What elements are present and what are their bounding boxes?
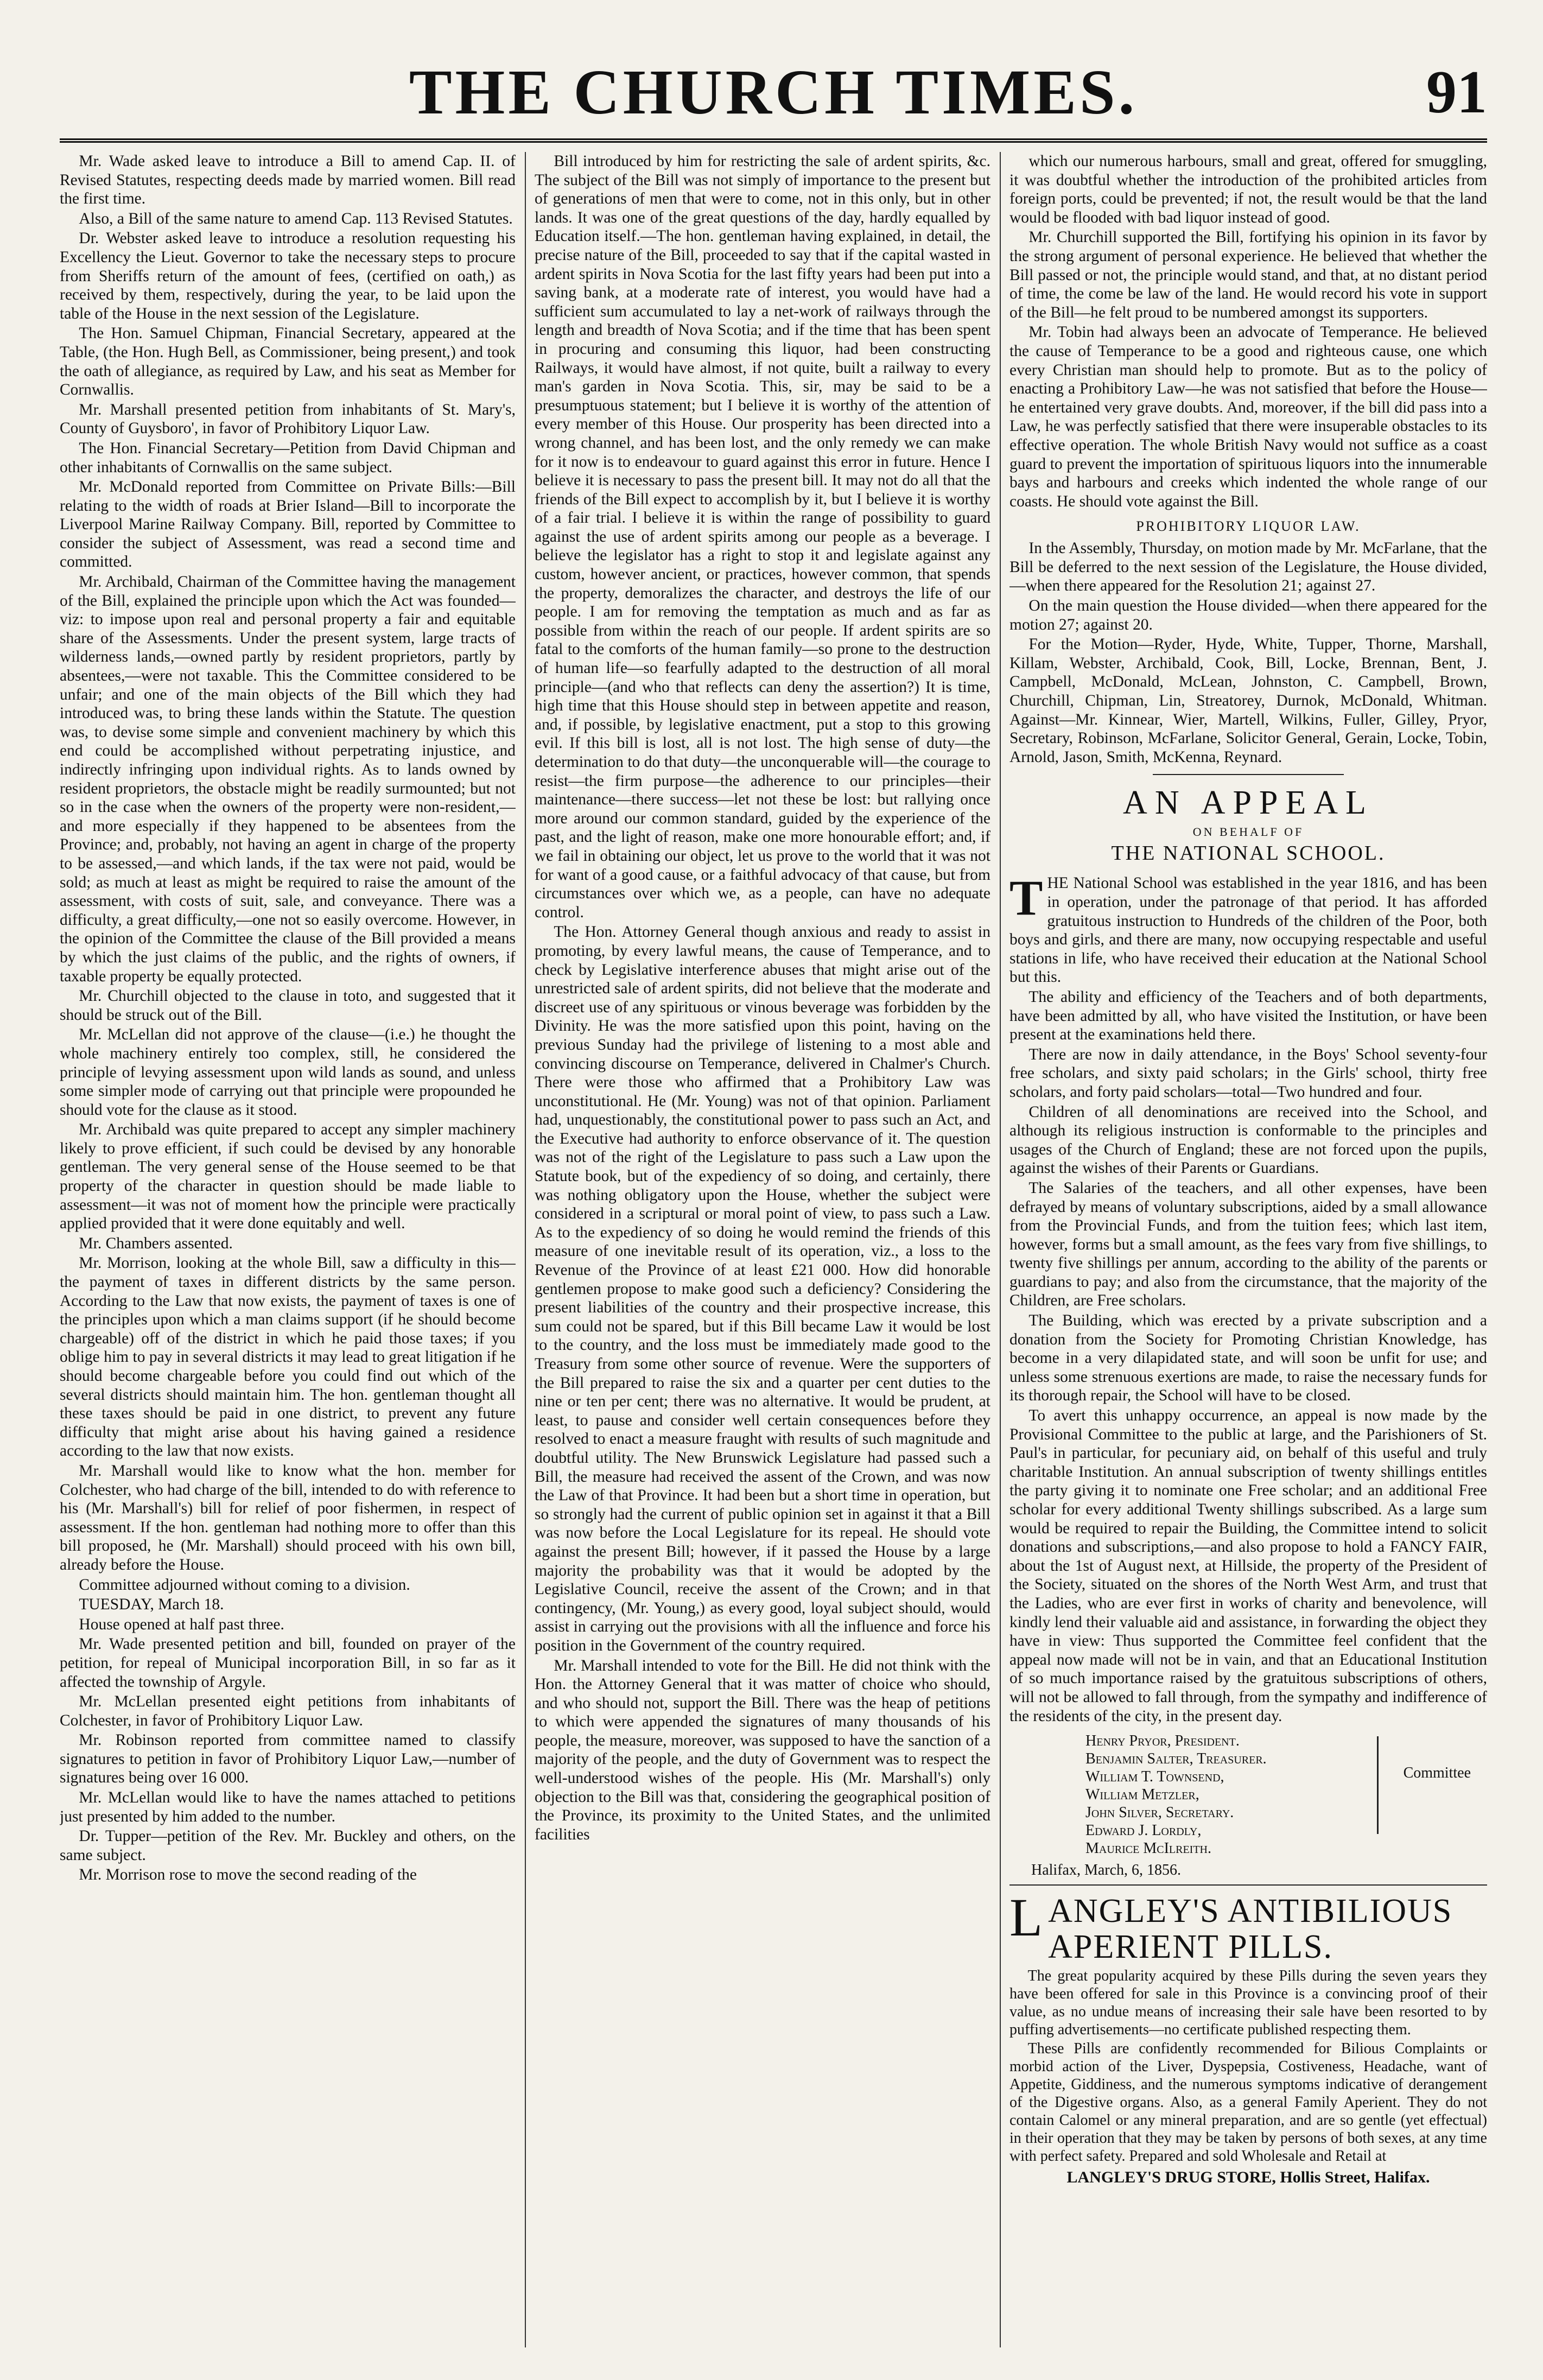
advert-body: The great popularity acquired by these Pills during the seven years they have been offered for sale in this Province is a convincing proof of their value, as no undue means of increasing their sale have been resorted to by puffing advertisements—no certificate published respecting them. [1009,1968,1487,2039]
advert-title-initial: L [1009,1887,1044,1948]
appeal-paragraph: Children of all denominations are received into the School, and although its religious instruction is conformable to the principles and usages of the Church of England; these are not forced upon the pupils, against the wishes of their Parents or Guardians. [1009,1103,1487,1177]
appeal-paragraph: The Salaries of the teachers, and all other expenses, have been defrayed by means of voluntary subscriptions, aided by a small allowance from the Provincial Funds, and from the tuition fees; which last item, however, forms but a small amount, as the fees vary from five shillings, to twenty five shillings per annum, according to the ability of the parents or guardians to pay; and also from the circumstance, that the majority of the Children, are Free scholars. [1009,1179,1487,1310]
appeal-paragraph: There are now in daily attendance, in the Boys' School seventy-four free scholars, and sixty paid scholars; in the Girls' school, thirty free scholars, and forty paid scholars—total—Two hundred and four. [1009,1045,1487,1101]
report-paragraph: Mr. Churchill objected to the clause in toto, and suggested that it should be struck out of the Bill. [60,987,516,1024]
report-paragraph: Mr. Marshall presented petition from inhabitants of St. Mary's, County of Guysboro', in favor of Prohibitory Liquor Law. [60,401,516,437]
signatory: Maurice McIlreith. [1085,1840,1211,1857]
report-paragraph: Dr. Tupper—petition of the Rev. Mr. Buckley and others, on the same subject. [60,1827,516,1864]
signatory: William Metzler, [1085,1786,1199,1804]
committee-brace [1377,1736,1379,1834]
signatories [1085,1732,1487,1857]
report-paragraph: Bill introduced by him for restricting the sale of ardent spirits, &c. The subject of the Bill was not simply of importance to the present but of generations of men that were to come, not in this only, but in other lands. It was one of the great questions of the day, hardly equalled by Education itself.—The hon. gentleman having explained, in detail, the precise nature of the Bill, proceeded to say that if the capital wasted in ardent spirits in Nova Scotia for the last fifty years had been put into a saving bank, at a moderate rate of interest, you would have had a sufficient sum accumulated to lay a net-work of railways through the length and breadth of Nova Scotia; and if the time that has been spent in procuring and consuming this liquor, had been constructing Railways, it would have almost, if not quite, built a railway to every man's garden in Nova Scotia. This, sir, may be said to be a presumptuous statement; but I believe it is worthy of the attention of every member of this House. Our prosperity has been directed into a wrong channel, and has been lost, and the only remedy we can make for it now is to endeavour to guard against this error in future. Hence I believe it is necessary to pass the present bill. It may not do all that the friends of the Bill expect to accomplish by it, but I believe it is worthy of a fair trial. I believe it is within the range of possibility to guard against the use of ardent spirits among our people as a beverage. I believe the legislator has a right to stop it and legislate against any custom, however ancient, or practices, however common, that spends the property, demoralizes the character, and destroys the life of our people. I am for removing the temptation as much and as far as possible from within the reach of our people. If ardent spirits are so fatal to the comforts of the human family—so prone to the destruction of human life—so fearfully adapted to the destruction of all moral principle—(and who that reflects can deny the assertion?) It is time, high time that this House should step in between appetite and reason, and, if possible, by legislative enactment, put a stop to this growing evil. If this bill is lost, all is not lost. The high sense of duty—the determination to do that duty—the unconquerable will—the courage to resist—the firm purpose—the adherence to our principles—their maintenance—there success—let not these be lost: but rallying once more around our common standard, guided by the experience of the past, and the light of reason, make one more honourable effort; and, if we fail in obtaining our object, let us prove to the world that it was not for want of a good cause, or a faithful advocacy of that cause, but from circumstances over which we, as a people, can have no adequate control. [535,153,990,921]
section-rule [1153,774,1344,775]
report-paragraph: Mr. Marshall intended to vote for the Bill. He did not think with the Hon. the Attorney General that it was matter of choice who should, and who should not, support the Bill. There was the heap of petitions to which were appended the signatures of many thousands of his people, the measure, moreover, was supposed to have the sanction of a majority of the people, and the duty of Government was to respect the well-understood wishes of the people. His (Mr. Marshall's) only objection to the Bill was that, considering the geographical position of the Province, its proximity to the United States, and the unlimited facilities [535,1657,990,1843]
report-paragraph: Mr. Archibald was quite prepared to accept any simpler machinery likely to prove efficient, if such could be devised by any honorable gentleman. The very general sense of the House seemed to be that property of the character in question should be made liable to assessment—it was not of moment how the principle were practically applied provided that it were done equitably and well. [60,1121,516,1233]
report-paragraph: Mr. Churchill supported the Bill, fortifying his opinion in its favor by the strong argument of personal experience. He believed that whether the Bill passed or not, the principle would stand, and that, at no distant period of time, the come be law of the land. He would record his vote in support of the Bill—he felt proud to be numbered amongst its supporters. [1009,229,1487,321]
report-paragraph: The Hon. Samuel Chipman, Financial Secretary, appeared at the Table, (the Hon. Hugh Bell, as Commissioner, being present,) and took the oath of allegiance, as required by Law, and his seat as Member for Cornwallis. [60,325,516,399]
section-rule [1009,1884,1487,1886]
appeal-body [1009,870,1487,1725]
appeal-on-behalf: ON BEHALF OF [1192,825,1304,839]
masthead [60,52,1487,133]
advert-title [1009,1887,1487,1966]
report-paragraph: Mr. Wade presented petition and bill, founded on prayer of the petition, for repeal of Municipal incorporation Bill, in so far as it affected the township of Argyle. [60,1635,516,1691]
report-paragraph: Mr. Morrison rose to move the second reading of the [79,1866,417,1884]
appeal-dateline: Halifax, March, 6, 1856. [1031,1862,1182,1879]
report-paragraph: Also, a Bill of the same nature to amend Cap. 113 Revised Statutes. [79,210,513,227]
report-paragraph: which our numerous harbours, small and great, offered for smuggling, it was doubtful whether the introduction of the prohibited articles from foreign ports, could be prevented; if not, the result would be that the land would be flooded with bad liquor instead of good. [1009,153,1487,226]
report-paragraph: Dr. Webster asked leave to introduce a resolution requesting his Excellency the Lieut. Governor to take the necessary steps to procure from Sheriffs return of the amount of fees, (certified on oath,) as received by them, respectively, during the year, to be laid upon the table of the House in the next session of the Legislature. [60,230,516,322]
signatory: John Silver, Secretary. [1085,1804,1234,1822]
column-divider [525,152,526,2347]
division-list [1009,539,1487,766]
division-paragraph: On the main question the House divided—when there appeared for the motion 27; against 20. [1009,597,1487,633]
column-divider [1000,152,1001,2347]
report-paragraph: The Hon. Attorney General though anxious and ready to assist in promoting, by every lawful means, the cause of Temperance, and to check by Legislative interference abuses that might arise out of the unrestricted sale of ardent spirits, did not believe that the moderate and discreet use of any spirituous or vinous beverage was forbidden by the Divinity. He was the more satisfied upon this point, having on the previous Sunday had the privilege of listening to a most able and convincing discourse on Temperance, delivered in Chalmer's Church. There were those who affirmed that a Prohibitory Law was unconstitutional. He (Mr. Young) was not of that opinion. Parliament had, unquestionably, the constitutional power to pass such an Act, and the Executive had authority to enforce observance of it. The question was not of the right of the Legislature to pass such a Law upon the Statute book, but of the expediency of so doing, and certainly, there was nothing obligatory upon the House, whether the subject were considered in a scriptural or moral point of view, to pass such a Law. As to the expediency of so doing he would remind the friends of this measure of one inevitable result of its operation, viz., a loss to the Revenue of the Province of at least £21 000. How did honorable gentlemen propose to make good such a deficiency? Considering the present liabilities of the country and their prospective increase, this sum could not be spared, but if this Bill became Law it would be lost to the country, and the loss must be immediately made good to the Treasury from some other source of revenue. Were the supporters of the Bill prepared to raise the six and a quarter per cent duties to the nine or ten per cent; there was no alternative. It would be prudent, at least, to pause and consider well certain consequences before they resolved to enact a measure fraught with results of such magnitude and doubtful utility. The New Brunswick Legislature had passed such a Bill, the measure had received the assent of the Crown, and was now the Law of that Province. It had been but a short time in operation, but so strongly had the current of public opinion set in against it that a Bill was now before the Local Legislature for its repeal. He should vote against the present Bill; however, if it passed the House by a large majority the probability was that it would be adopted by the Legislative Council, receive the assent of the Crown; and in that contingency, (Mr. Young,) as every good, loyal subject should, would assist in carrying out the provisions with all the influence and force his position in the Government of the country required. [535,923,990,1654]
report-paragraph: House opened at half past three. [79,1615,284,1633]
column-2-legislative-report [535,152,990,2347]
report-paragraph: Mr. Marshall would like to know what the hon. member for Colchester, who had charge of the bill, intended to do with reference to his (Mr. Marshall's) bill for relief of poor fishermen, in respect of assessment. If the hon. gentleman had nothing more to offer than this bill proposed, he (Mr. Marshall) should proceed with his own bill, already before the House. [60,1462,516,1573]
report-paragraph: Mr. McDonald reported from Committee on Private Bills:—Bill relating to the width of roads at Brier Island—Bill to incorporate the Liverpool Marine Railway Company. Bill, reported by Committee to consider the subject of Assessment, was read a second time and committed. [60,478,516,571]
signatory: Benjamin Salter, Treasurer. [1085,1750,1267,1768]
division-paragraph: For the Motion—Ryder, Hyde, White, Tupper, Thorne, Marshall, Killam, Webster, Archibald, Cook, Bill, Locke, Brennan, Bent, J. Campbell, McDonald, McLean, Johnston, C. Campbell, Brown, Churchill, Chipman, Lin, Streatorey, Durnok, McDonald, Whitman. Against—Mr. Kinnear, Wier, Martell, Wilkins, Fuller, Gilley, Pryor, Secretary, Robinson, McFarlane, Solicitor General, Gerain, Locke, Tobin, Arnold, Jason, Smith, McKenna, Reynard. [1009,636,1487,766]
appeal-paragraph: The ability and efficiency of the Teachers and of both departments, have been admitted by all, who have visited the Institution, or have been present at the examinations held there. [1009,988,1487,1044]
column-1-legislative-report [60,152,516,2347]
report-paragraph: Mr. Morrison, looking at the whole Bill, saw a difficulty in this—the payment of taxes in different districts by the same person. According to the Law that now exists, the payment of taxes is one of the principles upon which a man claims support (if he should become chargeable) off of the district in which he paid those taxes; if you oblige him to pay in several districts it may lead to great litigation if he should become chargeable before you could find out which of the several districts should maintain him. The hon. gentleman thought all these taxes should be paid in one district, to prevent any future difficulty that might arise about his having gained a residence according to the law that now exists. [60,1254,516,1460]
appeal-school-name: THE NATIONAL SCHOOL. [1111,842,1386,865]
report-paragraph: Mr. McLellan would like to have the names attached to petitions just presented by him added to the number. [60,1789,516,1825]
advert-title-text: ANGLEY'S ANTIBILIOUS APERIENT PILLS. [1048,1893,1453,1966]
report-paragraph: Mr. McLellan did not approve of the clause—(i.e.) he thought the whole machinery entirely too complex, still, he considered the principle of levying assessment upon wild lands as sound, and unless some simpler mode of carrying out that principle were propounded he should vote for the clause as it stood. [60,1026,516,1119]
report-paragraph: Mr. Robinson reported from committee named to classify signatures to petition in favor of Prohibitory Liquor Law,—number of signatures being over 16 000. [60,1731,516,1787]
signatory: Henry Pryor, President. [1085,1732,1240,1750]
division-paragraph: In the Assembly, Thursday, on motion made by Mr. McFarlane, that the Bill be deferred to the next session of the Legislature, the House divided,—when there appeared for the Resolution 21; against 27. [1009,540,1487,595]
report-paragraph: The Hon. Financial Secretary—Petition from David Chipman and other inhabitants of Cornwallis on the same subject. [60,439,516,476]
report-paragraph: Mr. Archibald, Chairman of the Committee having the management of the Bill, explained the principle upon which the Act was founded—viz: to impose upon real and personal property a fair and equitable share of the Assessments. Under the present system, large tracts of wilderness lands,—owned partly by resident proprietors, partly by absentees,—were not taxable. This the Committee considered to be unfair; and one of the main objects of the Bill which they had introduced was, to bring these lands within the Statute. The question was, to devise some simple and convenient machinery by which this end could be accomplished without perpetrating injustice, and indirectly infringing upon individual rights. As to lands owned by resident proprietors, the obstacle might be readily surmounted; but not so in the case when the owners of the property were non-resident,—and more especially if they happened to be absentees from the Province; and, probably, not having an agent in charge of the property to be assessed,—and which lands, if the tax were not paid, would be sold; as much at least as might be required to raise the amount of the assessment, with costs of suit, sale, and conveyance. There was a difficulty, a great difficulty,—one not so easily overcome. However, in the opinion of the Committee the clause of the Bill provided a means by which the just claims of the public, and the rights of owners, if taxable property be equally protected. [60,573,516,985]
appeal-dropcap: T [1009,870,1043,926]
appeal-paragraph [1009,870,1487,987]
committee-label: Committee [1403,1765,1471,1782]
appeal-paragraph-text: HE National School was established in the year 1816, and has been in operation, under the patronage of that period. It has afforded gratuitous instruction to Hundreds of the children of the Poor, both boys and girls, and there are many, now occupying respectable and useful stations in life, who have received their education at the National School but this. [1009,874,1487,986]
appeal-paragraph: To avert this unhappy occurrence, an appeal is now made by the Provisional Committee to the public at large, and the Parishioners of St. Paul's in particular, for pecuniary aid, on behalf of this useful and truly charitable Institution. An annual subscription of twenty shillings entitles the party giving it to nominate one Free scholar; and an additional Free scholar for every additional Twenty shillings subscribed. As a large sum would be required to repair the Building, the Committee intend to solicit donations and subscriptions,—and also propose to hold a FANCY FAIR, about the 1st of August next, at Hillside, the property of the President of the Society, situated on the shores of the North West Arm, and trust that the Ladies, who are ever first in works of charity and benevolence, will kindly lend their valuable aid and assistance, in forwarding the object they have in view: Thus supported the Committee feel confident that the appeal now made will not be in vain, and that an Educational Institution of so much importance raised by the gratuitous subscriptions of others, will not be allowed to fall through, from the sympathy and indifference of the residents of the city, in the present day. [1009,1407,1487,1725]
report-paragraph: Mr. Wade asked leave to introduce a Bill to amend Cap. II. of Revised Statutes, respecting deeds made by married women. Bill read the first time. [60,153,516,208]
column-3-debate-text [1009,152,1487,511]
newspaper-title: THE CHURCH TIMES. [409,56,1138,128]
report-paragraph: Mr. McLellan presented eight petitions from inhabitants of Colchester, in favor of Prohibitory Liquor Law. [60,1693,516,1729]
signatory: Edward J. Lordly, [1085,1822,1202,1839]
report-paragraph: Mr. Chambers assented. [79,1234,233,1252]
report-paragraph: Committee adjourned without coming to a division. [79,1576,410,1594]
advert-footer: LANGLEY'S DRUG STORE, Hollis Street, Halifax. [1066,2168,1430,2187]
signatories-block [1009,1732,1487,1857]
appeal-paragraph: The Building, which was erected by a private subscription and a donation from the Society for Promoting Christian Knowledge, has become in a very dilapidated state, and will soon be unfit for use; and unless some strenuous exertions are made, to raise the necessary funds for its thorough repair, the School will have to be closed. [1009,1312,1487,1405]
report-paragraph: TUESDAY, March 18. [79,1596,224,1614]
report-paragraph: Mr. Tobin had always been an advocate of Temperance. He believed the cause of Temperance to be a good and righteous cause, one which every Christian man should help to promote. But as to the policy of enacting a Prohibitory Law—he was not satisfied that before the House—he entertained very grave doubts. And, moreover, if the bill did pass into a Law, he was perfectly satisfied that there were insuperable obstacles to its effective operation. The whole British Navy would not suffice as a coast guard to prevent the importation of spirituous liquors into the innumerable bays and harbours and creeks which indented the whole range of our coasts. He should vote against the Bill. [1009,323,1487,510]
appeal-title: AN APPEAL [1123,784,1374,822]
advert-body-2: These Pills are confidently recommended for Bilious Complaints or morbid action of the Liver, Dyspepsia, Costiveness, Headache, want of Appetite, Giddiness, and the numerous symptoms indicative of derangement of the Digestive organs. Also, as a general Family Aperient. They do not contain Calomel or any mineral preparation, and are so gentle (yet effectual) in their operation that they may be taken by persons of both sexes, at any time with perfect safety. Prepared and sold Wholesale and Retail at [1009,2040,1487,2165]
masthead-rule [60,138,1487,143]
appeal-section [1009,784,1487,1879]
liquor-law-heading: PROHIBITORY LIQUOR LAW. [1136,518,1361,535]
signatory: William T. Townsend, [1085,1768,1224,1786]
page-number: 91 [1426,59,1487,126]
column-3 [1009,152,1487,2347]
advertisement-pills [1009,1887,1487,2187]
